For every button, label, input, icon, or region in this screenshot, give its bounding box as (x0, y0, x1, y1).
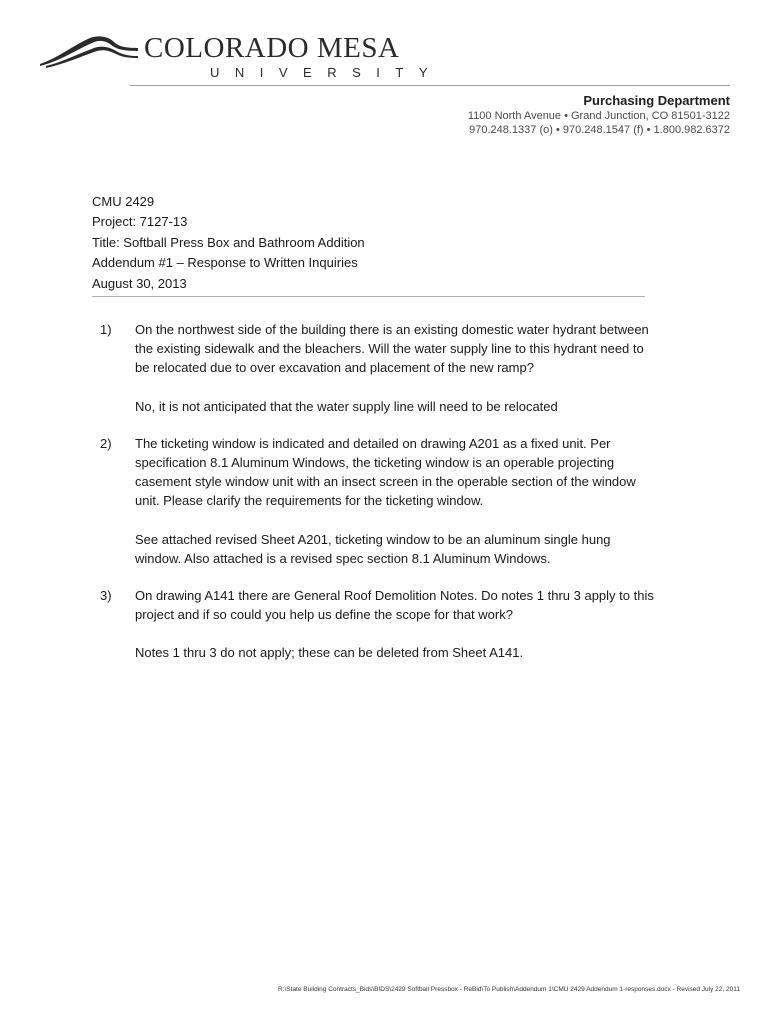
inquiry-answer: See attached revised Sheet A201, ticketing window to be an aluminum single hung window. Also attached is a revised spec section 8.1 Aluminum Windows. (135, 531, 611, 566)
inquiry-number: 1) (100, 322, 112, 337)
department-block (468, 92, 730, 137)
inquiry-question: On drawing A141 there are General Roof Demolition Notes. Do notes 1 thru 3 apply to this project and if so could you help us define the scope for that work? (135, 588, 654, 623)
inquiry-item (100, 586, 660, 663)
project-title: Title: Softball Press Box and Bathroom Addition (92, 234, 365, 250)
inquiry-question: The ticketing window is indicated and detailed on drawing A201 as a fixed unit. Per specification 8.1 Aluminum Windows, the ticketing window is an operable projecting casement style window unit with an insect screen in the operable section of the window unit. Please clarify the requirements for the ticketing window. (135, 435, 636, 509)
document-date: August 30, 2013 (92, 275, 187, 291)
inquiry-answer: No, it is not anticipated that the water supply line will need to be relocated (135, 398, 558, 414)
info-divider (92, 296, 645, 297)
department-phones: 970.248.1337 (o) • 970.248.1547 (f) • 1.800.982.6372 (469, 124, 730, 136)
logo-subtitle: UNIVERSITY (210, 65, 444, 80)
project-number: Project: 7127-13 (92, 214, 188, 230)
mesa-mountain-logo-icon (38, 34, 142, 68)
inquiry-item (100, 434, 660, 568)
inquiry-number: 3) (100, 588, 112, 604)
header-divider (130, 85, 730, 86)
department-name: Purchasing Department (583, 93, 730, 108)
inquiry-answer: Notes 1 thru 3 do not apply; these can be deleted from Sheet A141. (135, 645, 524, 661)
inquiry-number: 2) (100, 435, 112, 451)
inquiry-question: On the northwest side of the building there is an existing domestic water hydrant between the existing sidewalk and the bleachers. Will the water supply line to this hydrant need to be relocated due to over excavation and placement of the new ramp? (135, 322, 649, 376)
university-logo (38, 28, 444, 84)
footer-file-path: R:\State Building Contracts_Bids\BIDS\2429 Softball Pressbox - ReBid\To Publish\Addendum 1\CMU 2429 Addendum 1-responses.docx - Revised July 22, 2011 (278, 986, 740, 993)
inquiry-list (100, 320, 660, 663)
logo-wordmark: COLORADO MESA (144, 32, 400, 64)
addendum-title: Addendum #1 – Response to Written Inquiries (92, 255, 358, 271)
department-address: 1100 North Avenue • Grand Junction, CO 81501-3122 (467, 110, 730, 122)
document-info (92, 192, 365, 294)
inquiry-item (100, 320, 660, 416)
cmu-number: CMU 2429 (92, 194, 155, 209)
